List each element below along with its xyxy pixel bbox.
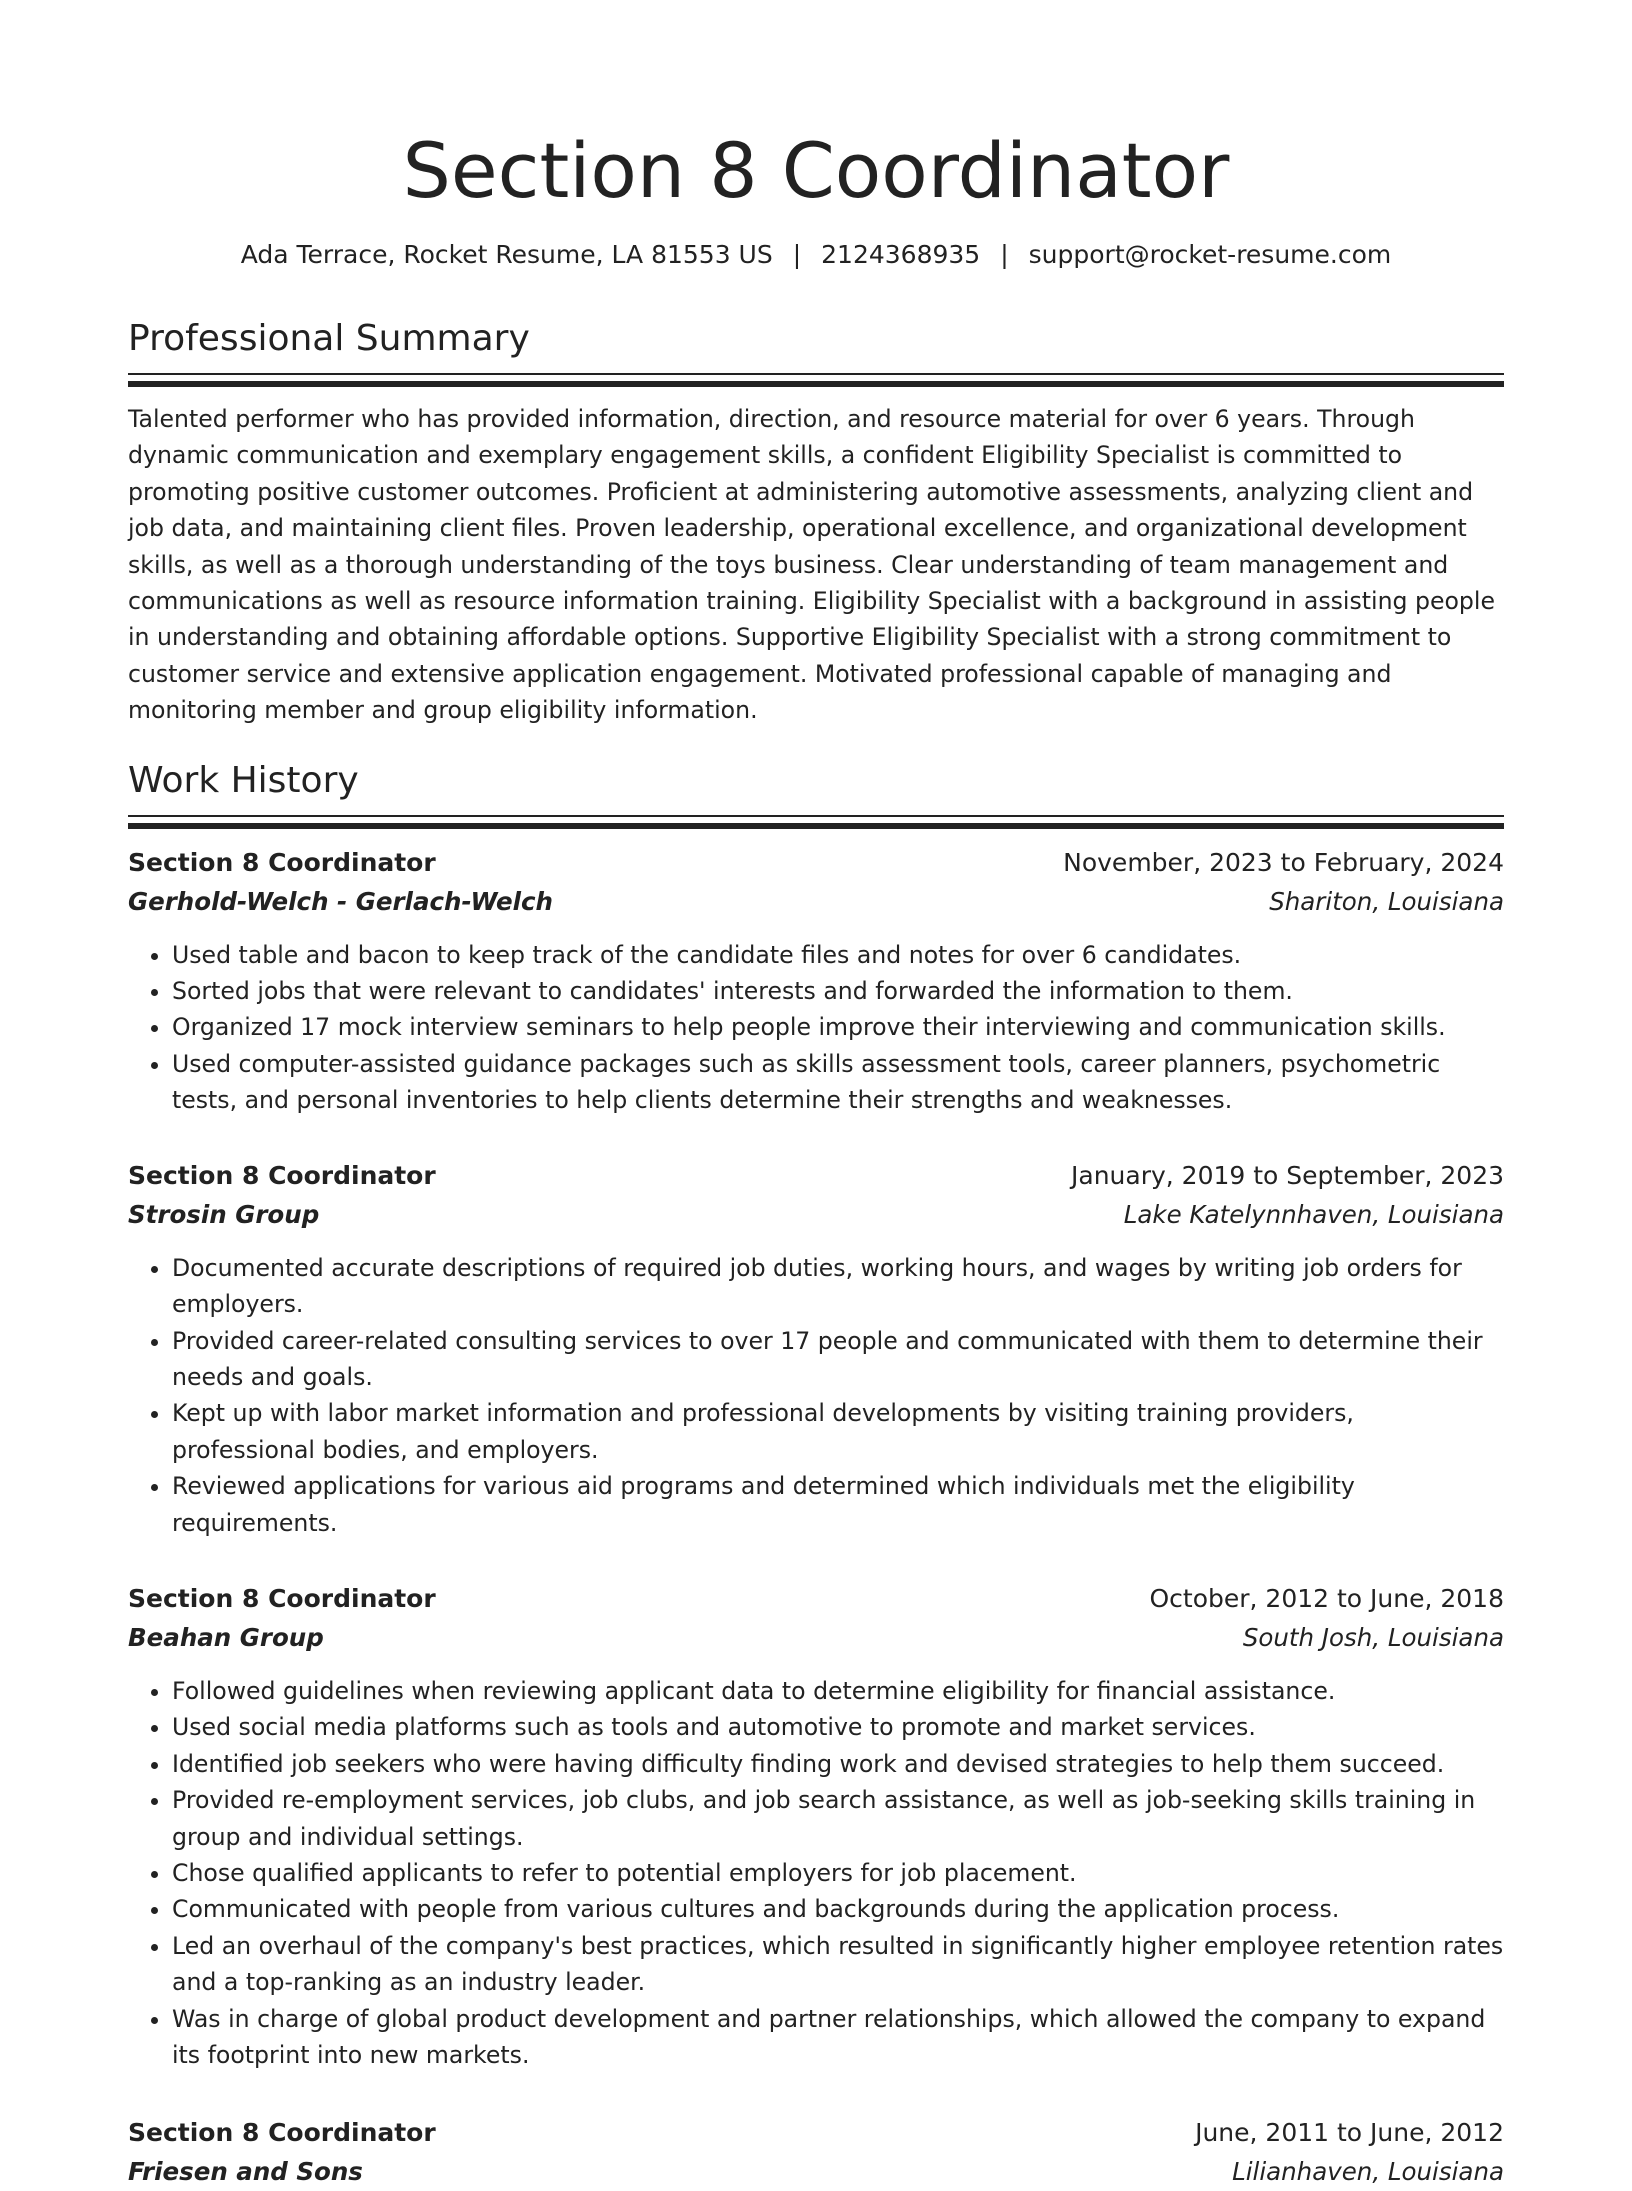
job-dates: January, 2019 to September, 2023 xyxy=(1071,1160,1504,1190)
job-bullet: • Provided re-employment services, job clubs, and job search assistance, as well as job-seeking skills training in group and individual settings. xyxy=(172,1782,1504,1855)
job-title: Section 8 Coordinator xyxy=(128,1160,436,1190)
summary-heading: Professional Summary xyxy=(128,318,530,359)
job-location: Lake Katelynnhaven, Louisiana xyxy=(1123,1199,1504,1229)
job-company-row xyxy=(128,2152,1504,2191)
job-bullet: • Was in charge of global product development and partner relationships, which allowed the company to expand its footprint into new markets. xyxy=(172,2001,1504,2074)
resume-page xyxy=(128,0,1504,2187)
job-bullet: • Sorted jobs that were relevant to candidates' interests and forwarded the information to them. xyxy=(172,973,1504,1009)
job-title: Section 8 Coordinator xyxy=(128,1583,436,1613)
job-company-row xyxy=(128,1195,1504,1234)
job-bullet-list xyxy=(128,1250,1504,1541)
resume-name: Section 8 Coordinator xyxy=(402,126,1230,215)
job-location: Shariton, Louisiana xyxy=(1269,886,1504,916)
job-bullet: • Kept up with labor market information and professional developments by visiting training providers, professional bodies, and employers. xyxy=(172,1395,1504,1468)
job-bullet: • Documented accurate descriptions of required job duties, working hours, and wages by writing job orders for employers. xyxy=(172,1250,1504,1323)
contact-phone: 2124368935 xyxy=(821,240,981,269)
job-bullet: • Communicated with people from various cultures and backgrounds during the application process. xyxy=(172,1891,1504,1927)
contact-separator: | xyxy=(792,240,802,269)
contact-separator: | xyxy=(1000,240,1009,269)
job-entry xyxy=(128,1156,1504,1541)
job-bullet: • Chose qualified applicants to refer to potential employers for job placement. xyxy=(172,1855,1504,1891)
job-header-row xyxy=(128,843,1504,882)
job-location: Lilianhaven, Louisiana xyxy=(1232,2157,1504,2187)
summary-text: Talented performer who has provided information, direction, and resource material for over 6 years. Through dynamic communication and exemplary engagement skills, a confident Eligibility Specialist is committed to promoting positive customer outcomes. Proficient at administering automotive assessments, analyzing client and job data, and maintaining client files. Proven leadership, operational excellence, and organizational development skills, as well as a thorough understanding of the toys business. Clear understanding of team management and communications as well as resource information training. Eligibility Specialist with a background in assisting people in understanding and obtaining affordable options. Supportive Eligibility Specialist with a strong commitment to customer service and extensive application engagement. Motivated professional capable of managing and monitoring member and group eligibility information. xyxy=(128,405,1495,725)
job-bullet-list xyxy=(128,1673,1504,2073)
job-bullet: • Followed guidelines when reviewing applicant data to determine eligibility for financial assistance. xyxy=(172,1673,1504,1709)
job-title: Section 8 Coordinator xyxy=(128,847,436,877)
job-bullet: • Used computer-assisted guidance packages such as skills assessment tools, career planners, psychometric tests, and personal inventories to help clients determine their strengths and weaknesses. xyxy=(172,1046,1504,1119)
job-bullet: • Led an overhaul of the company's best practices, which resulted in significantly higher employee retention rates and a top-ranking as an industry leader. xyxy=(172,1928,1504,2001)
job-company: Gerhold-Welch - Gerlach-Welch xyxy=(128,886,553,916)
job-company-row xyxy=(128,882,1504,921)
job-bullet: • Organized 17 mock interview seminars to help people improve their interviewing and communication skills. xyxy=(172,1009,1504,1045)
job-entry xyxy=(128,2113,1504,2191)
job-bullet: • Used social media platforms such as tools and automotive to promote and market services. xyxy=(172,1709,1504,1745)
contact-email: support@rocket-resume.com xyxy=(1028,240,1392,269)
job-header-row xyxy=(128,1579,1504,1618)
job-header-row xyxy=(128,2113,1504,2152)
section-divider xyxy=(128,373,1504,379)
job-bullet: • Used table and bacon to keep track of the candidate files and notes for over 6 candidates. xyxy=(172,937,1504,973)
job-dates: June, 2011 to June, 2012 xyxy=(1195,2118,1504,2148)
job-company: Beahan Group xyxy=(128,1622,324,1652)
job-header-row xyxy=(128,1156,1504,1195)
job-bullet-list xyxy=(128,937,1504,1119)
work-history-heading: Work History xyxy=(128,759,359,801)
job-dates: November, 2023 to February, 2024 xyxy=(1063,847,1504,877)
job-location: South Josh, Louisiana xyxy=(1242,1622,1504,1652)
section-divider xyxy=(128,815,1504,821)
contact-address: Ada Terrace, Rocket Resume, LA 81553 US xyxy=(240,240,773,269)
job-dates: October, 2012 to June, 2018 xyxy=(1149,1583,1504,1613)
job-bullet: • Provided career-related consulting services to over 17 people and communicated with them to determine their needs and goals. xyxy=(172,1323,1504,1396)
job-company: Friesen and Sons xyxy=(128,2157,363,2187)
job-bullet: • Reviewed applications for various aid programs and determined which individuals met the eligibility requirements. xyxy=(172,1468,1504,1541)
job-company-row xyxy=(128,1618,1504,1657)
job-title: Section 8 Coordinator xyxy=(128,2118,436,2148)
job-entry xyxy=(128,843,1504,1119)
job-bullet: • Identified job seekers who were having difficulty finding work and devised strategies to help them succeed. xyxy=(172,1746,1504,1782)
contact-line xyxy=(128,237,1504,273)
job-company: Strosin Group xyxy=(128,1199,320,1229)
job-entry xyxy=(128,1579,1504,2073)
